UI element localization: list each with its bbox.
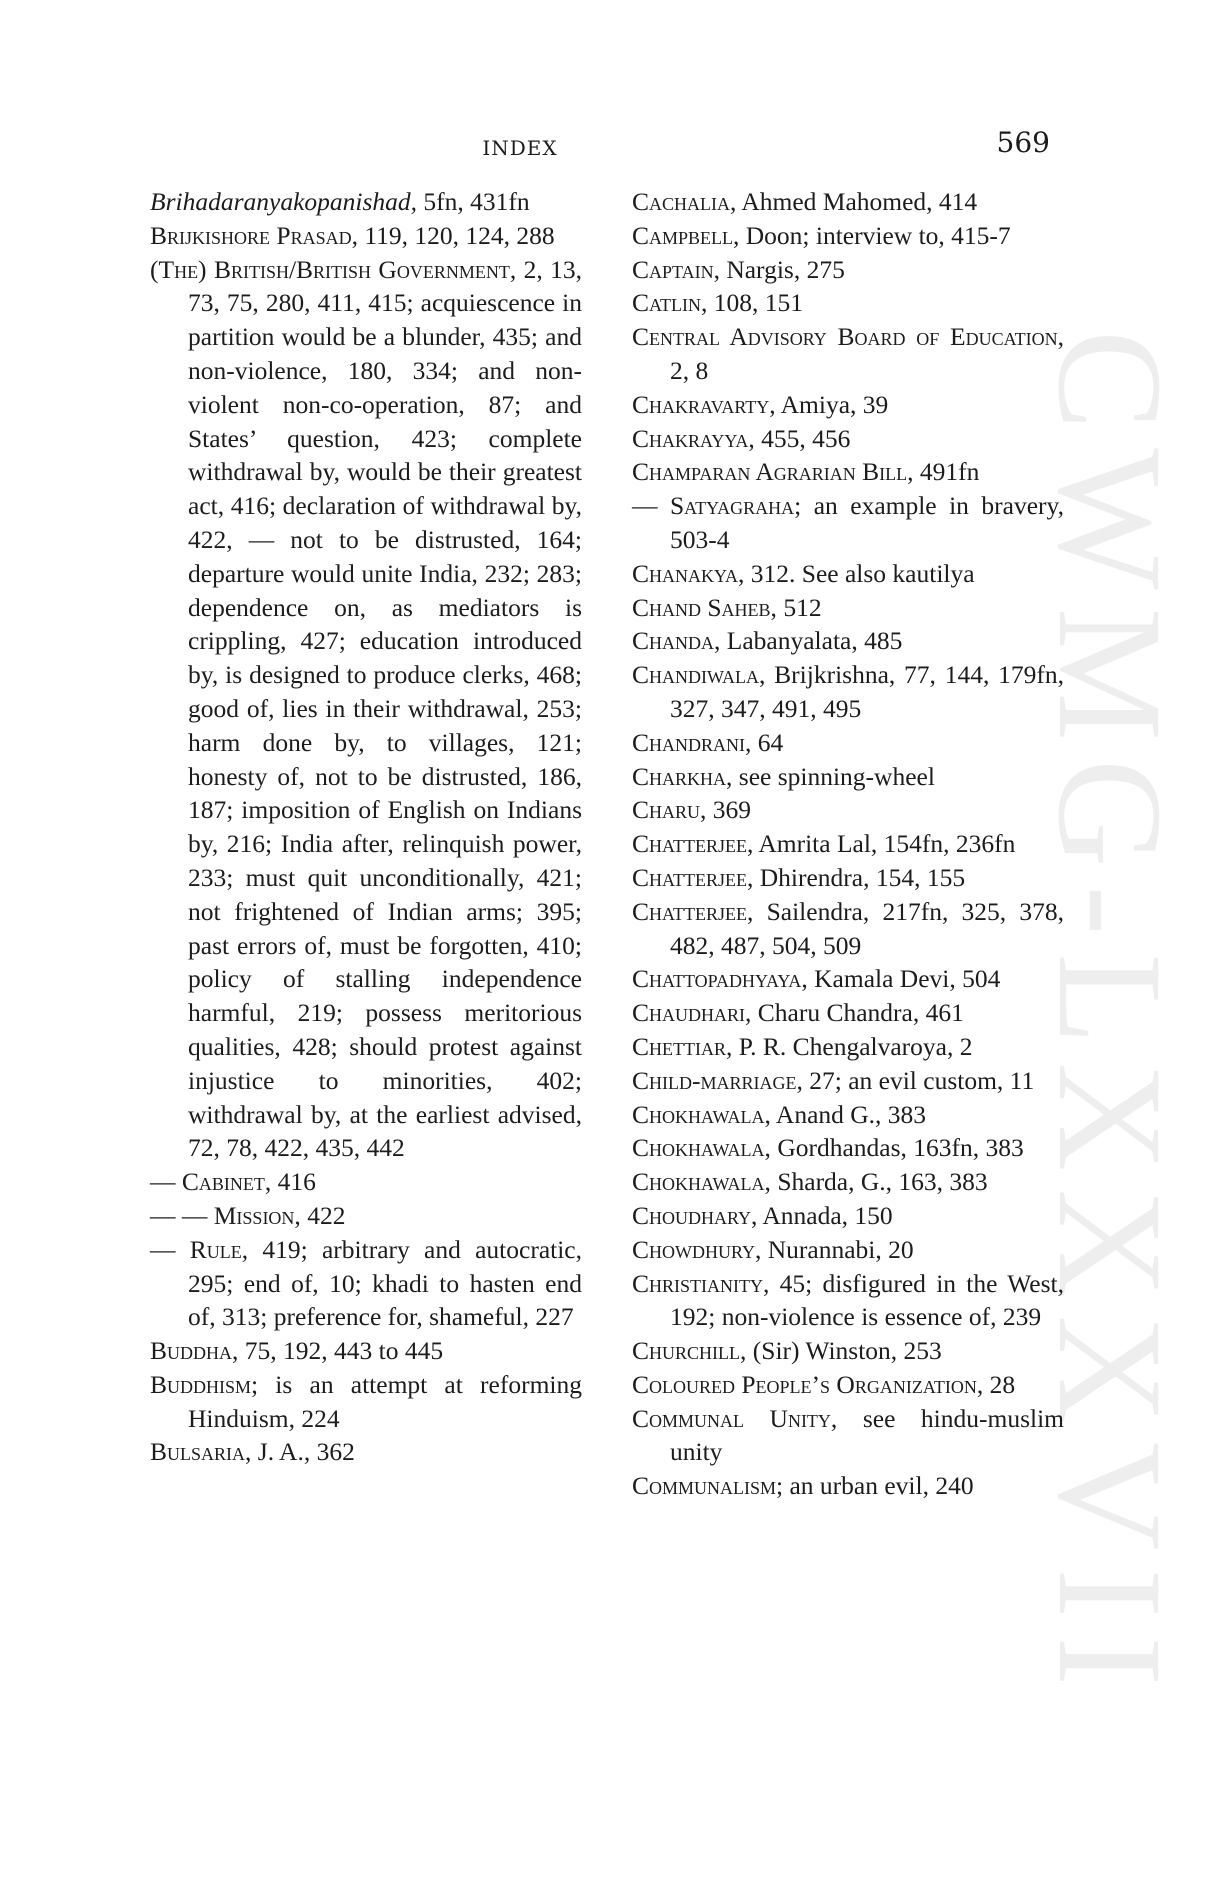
index-term: Chowdhury,	[632, 1234, 762, 1264]
index-term: Chettiar,	[632, 1031, 733, 1061]
index-entry	[632, 1165, 1064, 1199]
index-references: 312. See also kautilya	[744, 558, 975, 588]
index-term: Chokhawala,	[632, 1133, 771, 1163]
index-references: 108, 151	[707, 288, 803, 318]
index-entry	[150, 185, 582, 219]
index-references: Charu Chandra, 461	[751, 998, 964, 1028]
index-references: Annada, 150	[757, 1200, 893, 1230]
index-references: 419; arbitrary and autocratic, 295; end of, 10; khadi to hasten end of, 313; preference for, shameful, 227	[188, 1234, 583, 1332]
index-entry	[632, 1334, 1064, 1368]
index-entry	[150, 1435, 582, 1469]
index-references: 2, 13, 73, 75, 280, 411, 415; acquiescence in partition would be a blunder, 435; and non-violence, 180, 334; and non-violent non-co-operation, 87; and States’ question, 423; complete withdrawal by, would be their greatest act, 416; declaration of withdrawal by, 422, — not to be distrusted, 164; departure would unite India, 232; 283; dependence on, as mediators is crippling, 427; education introduced by, is designed to produce clerks, 468; good of, lies in their withdrawal, 253; harm done by, to villages, 121; honesty of, not to be distrusted, 186, 187; imposition of English on Indians by, 216; India after, relinquish power, 233; must quit unconditionally, 421; not frightened of Indian arms; 395; past errors of, must be forgotten, 410; policy of stalling independence harmful, 219; possess meritorious qualities, 428; should protest against injustice to minorities, 402; withdrawal by, at the earliest advised, 72, 78, 422, 435, 442	[188, 254, 582, 1163]
index-entry	[632, 1131, 1064, 1165]
index-entry	[150, 1334, 582, 1368]
index-entry	[632, 422, 1064, 456]
index-entry	[632, 895, 1064, 963]
index-term: Chand Saheb,	[632, 592, 777, 622]
index-entry	[150, 253, 582, 1166]
index-entry	[632, 253, 1064, 287]
index-references: see spinning-wheel	[732, 761, 935, 791]
index-references: 28	[983, 1369, 1016, 1399]
index-references: Nargis, 275	[719, 254, 845, 284]
index-references: 119, 120, 124, 288	[357, 220, 555, 250]
index-references: Anand G., 383	[770, 1099, 927, 1129]
index-term: (The) British/British Government,	[150, 254, 517, 284]
index-term: Chatterjee,	[632, 896, 754, 926]
index-term: — Satyagraha;	[632, 491, 802, 521]
index-entry	[632, 1030, 1064, 1064]
index-references: Dhirendra, 154, 155	[753, 862, 966, 892]
index-references: Ahmed Mahomed, 414	[736, 187, 978, 216]
index-references: 2, 8	[670, 355, 709, 385]
index-references: 416	[271, 1167, 316, 1197]
index-references: J. A., 362	[251, 1437, 355, 1467]
index-term: Chaudhari,	[632, 998, 752, 1028]
index-entry	[632, 1199, 1064, 1233]
index-entry	[632, 1098, 1064, 1132]
index-references: Nurannabi, 20	[761, 1234, 914, 1264]
index-entry	[632, 624, 1064, 658]
index-term: — — Mission,	[150, 1200, 301, 1230]
page-header	[150, 126, 1050, 170]
index-entry	[632, 1368, 1064, 1402]
index-entry	[632, 591, 1064, 625]
index-references: 75, 192, 443 to 445	[238, 1336, 444, 1366]
index-entry	[632, 1064, 1064, 1098]
index-references: 5fn, 431fn	[417, 187, 530, 216]
index-entry	[632, 388, 1064, 422]
index-references: Amrita Lal, 154fn, 236fn	[753, 829, 1016, 859]
index-references: P. R. Chengalvaroya, 2	[732, 1031, 973, 1061]
index-entry	[632, 658, 1064, 726]
index-references: Brijkrishna, 77, 144, 179fn, 327, 347, 491, 495	[670, 660, 1064, 723]
index-term: Charkha,	[632, 761, 733, 791]
index-references: see hindu-muslim unity	[670, 1403, 1064, 1467]
watermark: CWMG-LXXXVII	[1027, 330, 1193, 1705]
index-term: Chattopadhyaya,	[632, 964, 808, 994]
index-entry	[150, 1199, 582, 1233]
index-term: Chandrani,	[632, 727, 752, 757]
index-term: Chanda,	[632, 626, 721, 656]
index-term: Chokhawala,	[632, 1099, 771, 1129]
index-term: Communalism;	[632, 1471, 784, 1501]
index-term: Campbell,	[632, 220, 740, 250]
index-term: Choudhary,	[632, 1200, 758, 1230]
index-term: Chatterjee,	[632, 829, 754, 859]
index-term: Central Advisory Board of Education,	[632, 322, 1064, 352]
index-references: 422	[300, 1200, 346, 1230]
page-number: 569	[996, 126, 1050, 159]
index-entry	[632, 996, 1064, 1030]
index-term: Cachalia,	[632, 187, 737, 216]
index-entry	[632, 1469, 1064, 1503]
index-term: Buddha,	[150, 1336, 239, 1366]
index-entry	[632, 557, 1064, 591]
index-term: Brijkishore Prasad,	[150, 220, 358, 250]
index-references: an urban evil, 240	[783, 1471, 974, 1501]
index-entry	[150, 1233, 582, 1334]
index-entry	[632, 320, 1064, 388]
index-column-left	[150, 185, 582, 1469]
index-references: Amiya, 39	[775, 389, 889, 419]
index-entry	[632, 861, 1064, 895]
index-term: Chatterjee,	[632, 862, 754, 892]
running-head: INDEX	[482, 136, 558, 160]
index-entry	[632, 455, 1064, 489]
index-term: Captain,	[632, 254, 720, 284]
index-entry	[632, 827, 1064, 861]
index-references: Kamala Devi, 504	[807, 964, 1001, 994]
index-term: Chakrayya,	[632, 423, 755, 453]
index-entry	[632, 185, 1064, 219]
index-term: Communal Unity,	[632, 1403, 838, 1433]
index-entry	[632, 286, 1064, 320]
index-term: — Rule,	[150, 1234, 249, 1264]
index-term: Buddhism;	[150, 1369, 259, 1399]
index-term: Christianity,	[632, 1268, 770, 1298]
index-references: Sharda, G., 163, 383	[770, 1167, 988, 1197]
index-references: 45; disfigured in the West, 192; non-violence is essence of, 239	[670, 1268, 1064, 1332]
index-term: Churchill,	[632, 1336, 747, 1366]
index-references: 369	[706, 795, 752, 825]
index-entry	[632, 1402, 1064, 1470]
index-references: is an attempt at reforming Hinduism, 224	[188, 1369, 582, 1433]
index-references: 491fn	[913, 457, 980, 487]
index-references: Gordhandas, 163fn, 383	[770, 1133, 1024, 1163]
index-entry	[150, 1368, 582, 1436]
index-term: Charu,	[632, 795, 707, 825]
index-entry	[632, 489, 1064, 557]
index-term: — Cabinet,	[150, 1167, 272, 1197]
index-term: Chandiwala,	[632, 660, 766, 690]
index-entry	[150, 1165, 582, 1199]
index-term: Chanakya,	[632, 558, 745, 588]
index-entry	[632, 962, 1064, 996]
index-references: Sailendra, 217fn, 325, 378, 482, 487, 504, 509	[670, 896, 1064, 960]
index-references: Labanyalata, 485	[720, 626, 903, 656]
index-entry	[150, 219, 582, 253]
index-entry	[632, 219, 1064, 253]
index-term: Brihadaranyakopanishad,	[150, 187, 418, 216]
index-term: Chokhawala,	[632, 1167, 771, 1197]
index-term: Catlin,	[632, 288, 708, 318]
index-references: 27; an evil custom, 11	[802, 1065, 1035, 1095]
index-entry	[632, 726, 1064, 760]
index-references: 512	[776, 592, 822, 622]
index-references: (Sir) Winston, 253	[746, 1336, 942, 1366]
index-column-right	[632, 185, 1064, 1503]
index-references: Doon; interview to, 415-7	[739, 220, 1011, 250]
index-references: an example in bravery, 503-4	[670, 491, 1064, 554]
index-references: 455, 456	[754, 423, 851, 453]
index-entry	[632, 760, 1064, 794]
index-entry	[632, 1267, 1064, 1335]
index-entry	[632, 793, 1064, 827]
index-term: Coloured People’s Organization,	[632, 1369, 984, 1399]
index-references: 64	[751, 727, 784, 757]
index-term: Chakravarty,	[632, 389, 776, 419]
index-entry	[632, 1233, 1064, 1267]
index-term: Child-marriage,	[632, 1065, 803, 1095]
index-term: Champaran Agrarian Bill,	[632, 457, 914, 487]
index-term: Bulsaria,	[150, 1437, 252, 1467]
